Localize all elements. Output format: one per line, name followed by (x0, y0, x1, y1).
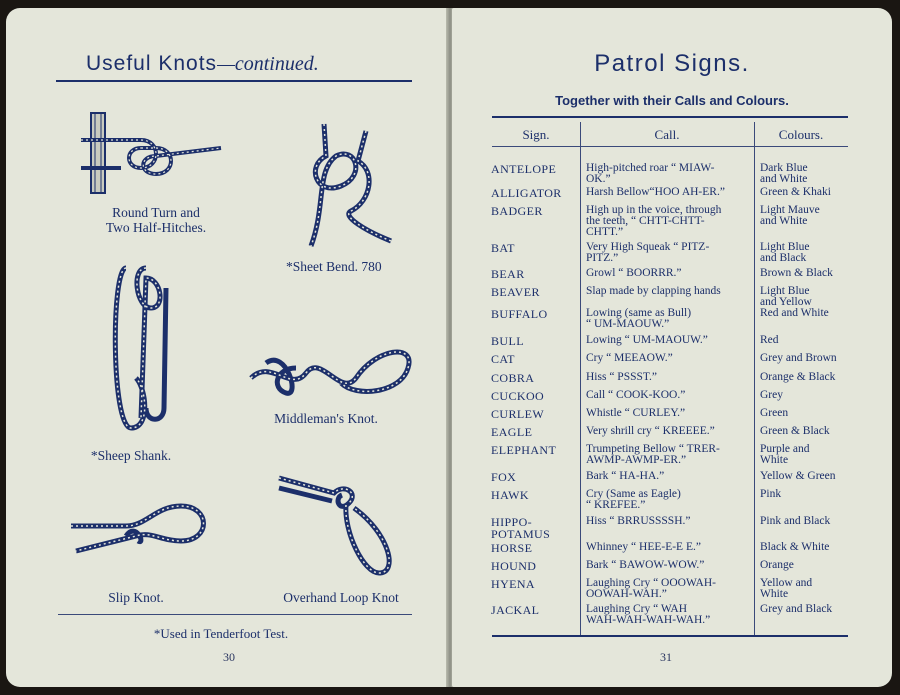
colours-cell: Purple and White (760, 443, 810, 466)
sign-cell: BEAR (491, 267, 525, 281)
figure-caption: Overhand Loop Knot (283, 590, 399, 605)
right-page (452, 8, 892, 687)
page-number-right: 31 (660, 650, 672, 664)
sign-cell: BEAVER (491, 285, 540, 299)
left-page (6, 8, 448, 687)
colours-cell: Light Mauve and White (760, 204, 820, 227)
call-cell: Slap made by clapping hands (586, 285, 721, 297)
sign-cell: FOX (491, 470, 517, 484)
colours-cell: Grey and Brown (760, 352, 837, 364)
call-cell: Hiss “ PSSST.” (586, 371, 658, 383)
colours-cell: Yellow and White (760, 577, 813, 600)
figure-caption: Slip Knot. (108, 590, 164, 605)
sign-cell: ALLIGATOR (491, 186, 562, 200)
title-rule (56, 80, 412, 82)
title-main: Useful Knots (86, 52, 218, 75)
sign-cell: JACKAL (491, 603, 540, 617)
colours-cell: Red (760, 334, 779, 346)
colours-cell: Yellow & Green (760, 470, 836, 482)
sign-cell: COBRA (491, 371, 535, 385)
footnote: *Used in Tenderfoot Test. (153, 626, 289, 641)
round-turn-knot-icon (81, 108, 231, 198)
middleman-knot-icon (246, 338, 416, 408)
slip-knot-icon (66, 496, 216, 566)
call-cell: Lowing (same as Bull) “ UM-MAOUW.” (586, 307, 692, 330)
colours-cell: Light Blue and Black (760, 241, 810, 264)
sign-cell: BADGER (491, 204, 543, 218)
call-cell: Call “ COOK-KOO.” (586, 389, 686, 401)
sign-cell: HYENA (491, 577, 535, 591)
title-suffix: —continued. (217, 53, 319, 75)
sign-cell: HAWK (491, 488, 529, 502)
table-bottom-rule (492, 635, 848, 637)
table-top-rule (492, 116, 848, 118)
call-cell: Whinney “ HEE-E-E E.” (586, 541, 701, 553)
call-cell: Cry “ MEEAOW.” (586, 352, 673, 364)
call-cell: Laughing Cry “ WAH WAH-WAH-WAH-WAH.” (586, 603, 711, 626)
colours-cell: Pink (760, 488, 782, 500)
call-cell: Growl “ BOORRR.” (586, 267, 682, 279)
colours-cell: Dark Blue and White (760, 162, 808, 185)
colours-cell: Grey and Black (760, 603, 833, 615)
sign-cell: CUCKOO (491, 389, 545, 403)
figure-caption: *Sheet Bend. 780 (286, 259, 382, 274)
colours-cell: Black & White (760, 541, 830, 553)
sheet-bend-knot-icon (296, 116, 406, 256)
table-header-rule (492, 146, 848, 147)
sign-cell: HORSE (491, 541, 533, 555)
colours-cell: Brown & Black (760, 267, 833, 279)
sign-cell: ELEPHANT (491, 443, 557, 457)
call-cell: Whistle “ CURLEY.” (586, 407, 686, 419)
sign-cell: ANTELOPE (491, 162, 557, 176)
header-colours: Colours. (778, 127, 824, 142)
colours-cell: Green & Black (760, 425, 830, 437)
call-cell: High up in the voice, through the teeth, “ CHTT-CHTT- CHTT.” (586, 204, 722, 238)
figure-caption: Middleman's Knot. (274, 411, 378, 426)
colours-cell: Pink and Black (760, 515, 831, 527)
sign-cell: BUFFALO (491, 307, 548, 321)
figure-caption: *Sheep Shank. (90, 448, 172, 463)
call-cell: Cry (Same as Eagle) “ KREFEE.” (586, 488, 681, 511)
right-page-title: Patrol Signs. (594, 50, 750, 77)
sign-cell: BULL (491, 334, 524, 348)
colours-cell: Grey (760, 389, 783, 401)
sheep-shank-knot-icon (106, 258, 186, 438)
footer-rule (58, 614, 412, 615)
colours-cell: Green & Khaki (760, 186, 831, 198)
sign-cell: BAT (491, 241, 515, 255)
sign-cell: EAGLE (491, 425, 533, 439)
call-cell: Lowing “ UM-MAOUW.” (586, 334, 708, 346)
colours-cell: Orange & Black (760, 371, 836, 383)
colours-cell: Orange (760, 559, 794, 571)
call-cell: Bark “ BAWOW-WOW.” (586, 559, 705, 571)
sign-cell: HOUND (491, 559, 537, 573)
figure-caption: Round Turn and Two Half-Hitches. (105, 205, 207, 235)
sign-cell: CURLEW (491, 407, 545, 421)
colours-cell: Light Blue and Yellow (760, 285, 812, 308)
left-page-title (86, 52, 386, 76)
sign-cell: CAT (491, 352, 515, 366)
page-number-left: 30 (223, 650, 235, 664)
call-cell: Laughing Cry “ OOOWAH- OOWAH-WAH.” (586, 577, 716, 600)
call-cell: Bark “ HA-HA.” (586, 470, 665, 482)
colours-cell: Red and White (760, 307, 829, 319)
overhand-loop-knot-icon (274, 463, 404, 583)
colours-cell: Green (760, 407, 789, 419)
call-cell: Very High Squeak “ PITZ- PITZ.” (586, 241, 710, 264)
call-cell: Hiss “ BRRUSSSSH.” (586, 515, 691, 527)
header-sign: Sign. (522, 127, 550, 142)
sign-cell: HIPPO- POTAMUS (491, 515, 551, 541)
header-call: Call. (654, 127, 680, 142)
call-cell: Harsh Bellow“HOO AH-ER.” (586, 186, 725, 198)
call-cell: Very shrill cry “ KREEEE.” (586, 425, 715, 437)
right-page-subtitle: Together with their Calls and Colours. (555, 93, 789, 108)
call-cell: Trumpeting Bellow “ TRER- AWMP-AWMP-ER.” (586, 443, 720, 466)
call-cell: High-pitched roar “ MIAW- OK.” (586, 162, 715, 185)
